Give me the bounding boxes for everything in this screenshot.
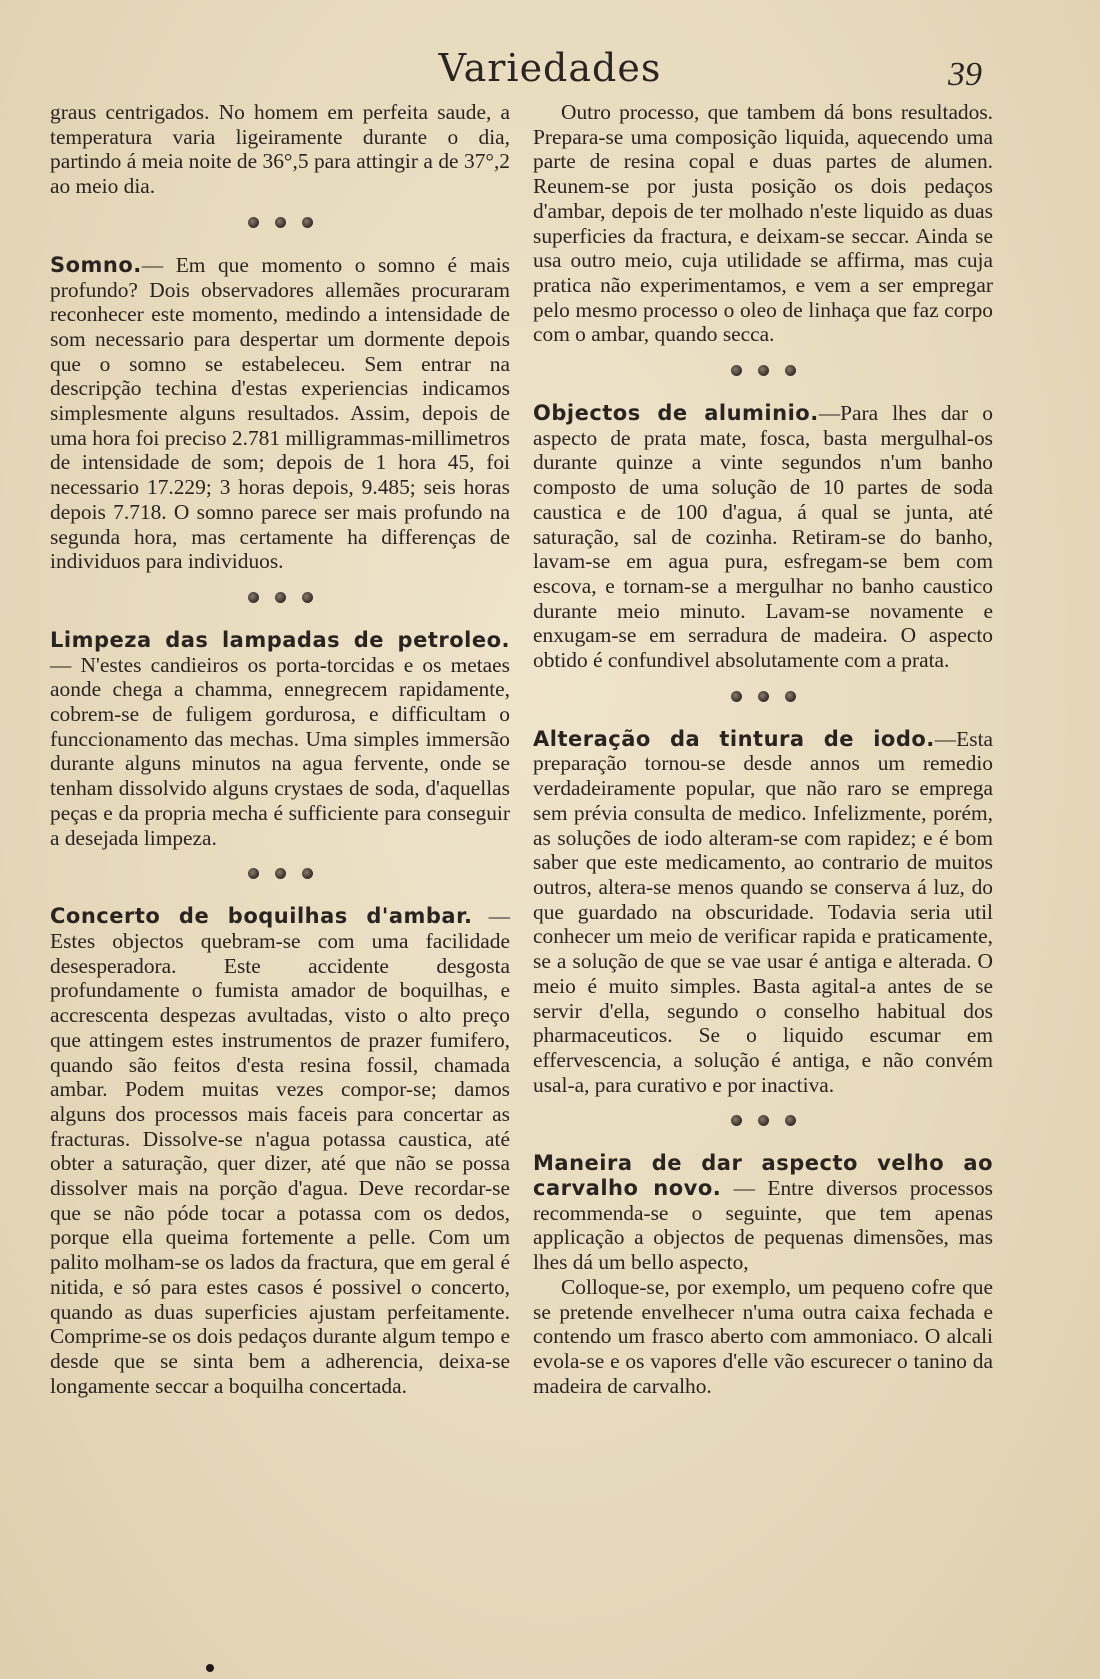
article-limpeza [50,628,510,850]
continuation-paragraph: Outro processo, que tambem dá bons resultados. Prepara-se uma composição liquida, aquecendo uma parte de resina copal e duas partes de alumen. Reunem-se por justa posição os dois pedaços d'ambar, depois de ter molhado n'este liquido as duas superficies da fractura, e deixam-se seccar. Ainda se usa outro meio, cuja utilidade se affirma, mas cuja pratica não experimentamos, e vem a ser empregar pelo mesmo processo o oleo de linhaça que faz corpo com o ambar, quando secca. [533,100,993,347]
right-column [533,100,993,1398]
ink-spot [206,1664,214,1672]
article-heading: Objectos de aluminio. [533,401,819,426]
article-aluminio [533,401,993,673]
article-heading: Concerto de boquilhas d'ambar. [50,904,473,929]
article-heading: Somno. [50,252,142,277]
ornament-dot-icon [785,1115,796,1126]
article-body: — Estes objectos quebram-se com uma facilidade desesperadora. Este accidente desgosta profundamente o fumista amador de boquilhas, e accrescenta despezas avultadas, visto o alto preço que attingem estes instrumentos de prazer fumifero, quando são feitos d'esta resina fossil, chamada ambar. Podem muitas vezes compor-se; damos alguns dos processos mais faceis para concertar as fracturas. Dissolve-se n'agua potassa caustica, até obter a saturação, quer dizer, até que não se possa dissolver mais na porção d'agua. Deve recordar-se que se não póde tocar a potassa com os dedos, porque ella queima fortemente a pelle. Com um palito molham-se os lados da fractura, que em geral é nitida, e só para estes casos é possivel o concerto, quando as duas superficies ajustam perfeitamente. Comprime-se os dois pedaços durante algum tempo e desde que se sinta bem a adherencia, deixa-se longamente seccar a boquilha concertada. [50,904,510,1398]
section-divider [50,217,510,231]
ornament-dot-icon [785,691,796,702]
ornament-dot-icon [248,592,259,603]
page-title: Variedades [438,46,662,90]
section-divider [533,1115,993,1129]
article-iodo [533,727,993,1098]
page-number: 39 [948,56,982,93]
ornament-dot-icon [758,1115,769,1126]
article-body: —Para lhes dar o aspecto de prata mate, fosca, basta mergulhal-os durante quinze a vinte segundos n'um banho composto de uma solução de 10 partes de soda caustica e de 100 d'agua, á qual se junta, até saturação, sal de cozinha. Retiram-se do banho, lavam-se em agua pura, esfregam-se bem com escova, e tornam-se a mergulhar no banho caustico durante meio minuto. Lavam-se novamente e enxugam-se em serradura de madeira. O aspecto obtido é confundivel absolutamente com a prata. [533,401,993,673]
article-heading: Limpeza das lampadas de petroleo. [50,627,510,652]
ornament-dot-icon [731,1115,742,1126]
ornament-dot-icon [248,868,259,879]
section-divider [533,691,993,705]
article-carvalho [533,1151,993,1275]
section-divider [533,365,993,379]
ornament-dot-icon [758,365,769,376]
section-divider [50,868,510,882]
intro-paragraph: graus centrigados. No homem em perfeita saude, a temperatura varia ligeiramente durante o dia, partindo á meia noite de 36°,5 para attingir a de 37°,2 ao meio dia. [50,100,510,199]
left-column [50,100,510,1398]
article-body: —Esta preparação tornou-se desde annos um remedio verdadeiramente popular, que não raro se emprega sem prévia consulta de medico. Infelizmente, porém, as soluções de iodo alteram-se com rapidez; e é bom saber que este medicamento, ao contrario de muitos outros, altera-se menos quando se conserva á luz, do que guardado na obscuridade. Todavia seria util conhecer um meio de verificar rapida e praticamente, se a solução de que se vae usar é antiga e alterada. O meio é muito simples. Basta agital-a antes de se servir d'ella, segundo o conselho habitual dos pharmaceuticos. Se o liquido escumar em effervescencia, a solução é antiga, e não convém usal-a, para curativo e por inactiva. [533,726,993,1097]
article-body: — Em que momento o somno é mais profundo? Dois observadores allemães procuraram reconhecer este momento, medindo a intensidade de som necessario para despertar um dormente depois que o somno se estabeleceu. Sem entrar na descripção techina d'estas experiencias indicamos simplesmente alguns resultados. Assim, depois de uma hora foi preciso 2.781 milligrammas-millimetros de intensidade de som; depois de 1 hora 45, foi necessario 17.229; 3 horas depois, 9.485; seis horas depois 7.718. O somno parece ser mais profundo na segunda hora, mas certamente ha differenças de individuos para individuos. [50,252,510,574]
article-body: — N'estes candieiros os porta-torcidas e os metaes aonde chega a chamma, ennegrecem rapidamente, cobrem-se de fuligem gordurosa, e difficultam o funccionamento das mechas. Uma simples immersão durante alguns minutos na agua fervente, onde se tenham dissolvido alguns crystaes de soda, d'aquellas peças e da propria mecha é sufficiente para conseguir a desejada limpeza. [50,652,510,850]
article-heading: Alteração da tintura de iodo. [533,726,935,751]
article-body: — Entre diversos processos recommenda-se o seguinte, que tem apenas applicação a objectos de pequenas dimensões, mas lhes dá um bello aspecto, [533,1176,993,1275]
section-divider [50,592,510,606]
ornament-dot-icon [731,691,742,702]
article-carvalho-continued: Colloque-se, por exemplo, um pequeno cofre que se pretende envelhecer n'uma outra caixa fechada e contendo um frasco aberto com ammoniaco. O alcali evola-se e os vapores d'elle vão escurecer o tanino da madeira de carvalho. [533,1274,993,1398]
ornament-dot-icon [275,217,286,228]
ornament-dot-icon [758,691,769,702]
ornament-dot-icon [731,365,742,376]
ornament-dot-icon [302,217,313,228]
ornament-dot-icon [248,217,259,228]
ornament-dot-icon [302,592,313,603]
ornament-dot-icon [275,592,286,603]
article-concerto [50,904,510,1398]
ornament-dot-icon [302,868,313,879]
ornament-dot-icon [275,868,286,879]
article-heading: Maneira de dar aspecto velho ao carvalho novo. [533,1151,993,1201]
ornament-dot-icon [785,365,796,376]
article-somno [50,253,510,574]
